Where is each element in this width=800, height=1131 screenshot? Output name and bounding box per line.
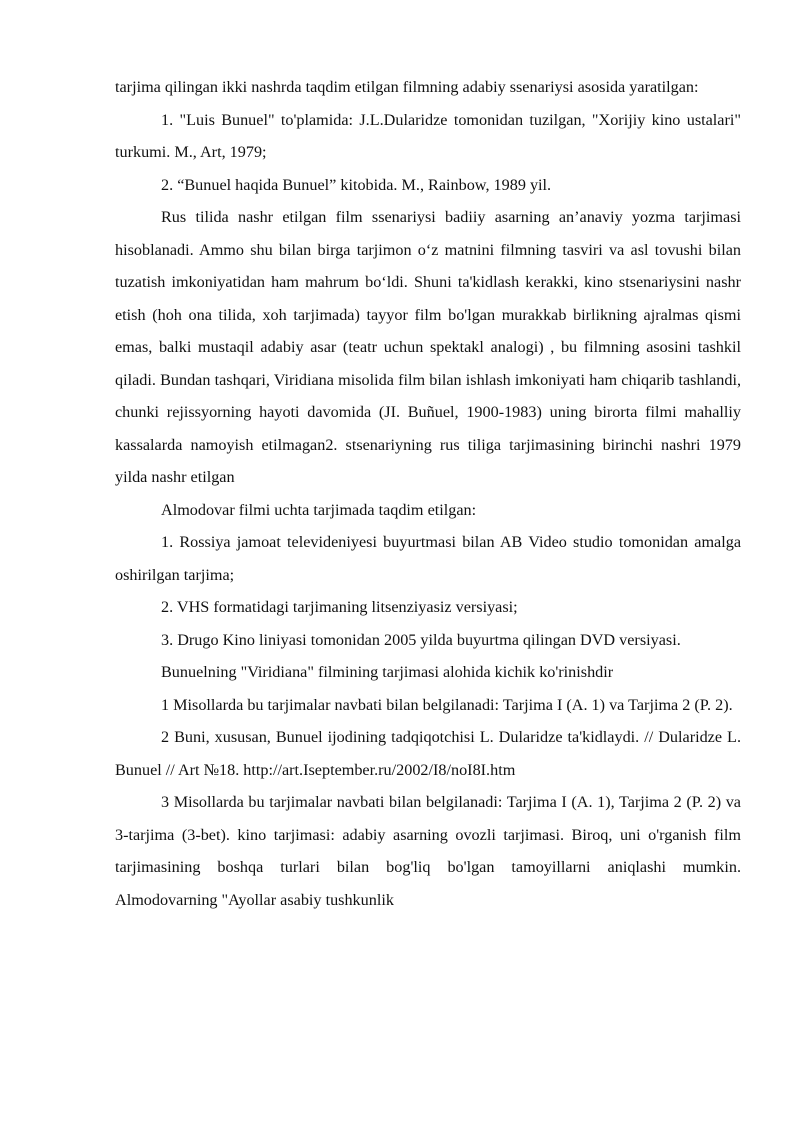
footnote: 1 Misollarda bu tarjimalar navbati bilan belgilanadi: Tarjima I (A. 1) va Tarjima 2 (P. 2). <box>161 695 733 714</box>
paragraph: tarjima qilingan ikki nashrda taqdim etilgan filmning adabiy ssenariysi asosida yaratilgan: <box>115 78 699 96</box>
paragraph: 3 Misollarda bu tarjimalar navbati bilan belgilanadi: Tarjima I (A. 1), Tarjima 2 (P. 2) va 3-tarjima (3-bet). kino tarjimasi: adabiy asarning ovozli tarjimasi. Biroq, uni o'rganish film tarjimasining boshqa turlari bilan bog'liq bo'lgan tamoyillarni aniqlashi mumkin. Almodovarning "Ayollar asabiy tushkunlik <box>115 793 741 909</box>
paragraph: 1. "Luis Bunuel" to'plamida: J.L.Dularidze tomonidan tuzilgan, "Xorijiy kino ustalari" turkumi. M., Art, 1979; <box>115 110 741 161</box>
footnote: 2 Buni, xususan, Bunuel ijodining tadqiqotchisi L. Dularidze ta'kidlaydi. // Dularidze L. Bunuel // Art №18. http://art.Iseptember.ru/2002/I8/noI8I.htm <box>115 728 741 779</box>
paragraph: Almodovar filmi uchta tarjimada taqdim etilgan: <box>161 500 477 519</box>
paragraph: 1. Rossiya jamoat televideniyesi buyurtmasi bilan AB Video studio tomonidan amalga oshirilgan tarjima; <box>115 533 741 584</box>
paragraph: 3. Drugo Kino liniyasi tomonidan 2005 yilda buyurtma qilingan DVD versiyasi. <box>161 630 681 649</box>
paragraph: Rus tilida nashr etilgan film ssenariysi badiiy asarning an’anaviy yozma tarjimasi hisoblanadi. Ammo shu bilan birga tarjimon o‘z matnini filmning tasviri va asl tovushi bilan tuzatish imkoniyatidan ham mahrum bo‘ldi. Shuni ta'kidlash kerakki, kino stsenariysini nashr etish (hoh ona tilida, xoh tarjimada) tayyor film bo'lgan murakkab birlikning ajralmas qismi emas, balki mustaqil adabiy asar (teatr uchun spektakl analogi) , bu filmning asosini tashkil qiladi. Bundan tashqari, Viridiana misolida film bilan ishlash imkoniyati ham chiqarib tashlandi, chunki rejissyorning hayoti davomida (JI. Buñuel, 1900-1983) uning birorta filmi mahalliy kassalarda namoyish etilmagan2. stsenariyning rus tiliga tarjimasining birinchi nashri 1979 yilda nashr etilgan <box>115 208 741 486</box>
paragraph: 2. “Bunuel haqida Bunuel” kitobida. M., Rainbow, 1989 yil. <box>161 175 552 194</box>
document-body <box>115 71 741 916</box>
paragraph: 2. VHS formatidagi tarjimaning litsenziyasiz versiyasi; <box>161 598 518 616</box>
paragraph: Bunuelning "Viridiana" filmining tarjimasi alohida kichik ko'rinishdir <box>161 663 614 681</box>
